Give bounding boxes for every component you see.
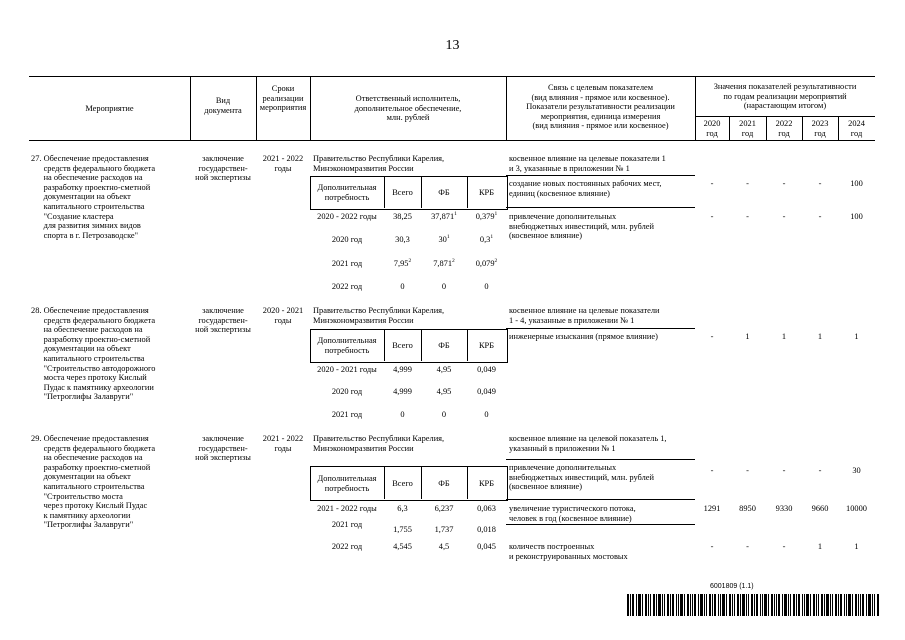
finance-row-total: 6,3 [397, 504, 408, 513]
indicator-text: увеличение туристического потока, человек в год (косвенное влияние) [509, 504, 636, 523]
finance-row-fb [421, 259, 467, 269]
finance-row-fb: 6,237 [434, 504, 454, 513]
page-number: 13 [445, 38, 460, 53]
finance-row-rule [310, 500, 506, 501]
footnote-mark: 1 [490, 234, 494, 241]
barcode [627, 594, 879, 616]
measure-29: 29. Обеспечение предоставления средств федерального бюджета на обеспечение расходов на разработку проектно-сметной документации на объект капитального строительства "Строительство моста через протоку Кислый Пудас к памятнику археологии "Петроглифы Залавруги" [31, 434, 156, 530]
indicator-value: 1 [745, 332, 750, 341]
indicator-value: 9660 [811, 504, 829, 513]
finance-row-krb [467, 212, 506, 222]
header-year: 2020 год [703, 119, 721, 138]
finance-head-need: Дополнительная потребность [317, 336, 377, 355]
finance-row-krb: 0 [484, 410, 489, 419]
header-bottom-rule [29, 140, 875, 141]
indicator-value: 100 [850, 212, 863, 221]
indicator-value: - [746, 212, 749, 221]
footnote-mark: 1 [494, 211, 498, 218]
finance-head-krb: КРБ [478, 188, 495, 197]
link-rule [506, 524, 695, 525]
measure-28: 28. Обеспечение предоставления средств федерального бюджета на обеспечение расходов на разработку проектно-сметной документации на объект капитального строительства "Строительство автодорожного моста через протоку Кислый Пудас к памятнику археологии "Петроглифы Залавруги" [31, 306, 156, 402]
finance-row-total: 30,3 [395, 235, 410, 244]
link-rule [506, 175, 695, 176]
header-measure: Мероприятие [85, 104, 134, 113]
executor-29: Правительство Республики Карелия, Минэкономразвития России [313, 434, 445, 453]
finance-row-label: 2020 год [331, 387, 363, 396]
barcode-label: 6001809 (1.1) [710, 583, 754, 590]
finance-row-rule [310, 362, 506, 363]
finance-row-fb: 0 [441, 410, 447, 419]
indicator-value: 30 [852, 466, 861, 475]
indicator-value: 9330 [775, 504, 793, 513]
finance-row-fb: 4,95 [436, 387, 452, 396]
finance-row-fb: 1,737 [434, 525, 454, 534]
finance-fb-value: 7,871 [433, 259, 453, 268]
link-intro-27: косвенное влияние на целевые показатели 1 и 3, указанные в приложении № 1 [509, 154, 666, 173]
indicator-value: - [710, 542, 714, 551]
indicator-value: - [818, 179, 822, 188]
finance-row-label: 2020 год [331, 235, 363, 244]
finance-row-total [384, 259, 421, 269]
indicator-value: 1 [781, 332, 787, 341]
indicator-value: - [782, 542, 786, 551]
indicator-text: инженерные изыскания (прямое влияние) [509, 332, 658, 341]
finance-head-total: Всего [392, 188, 413, 197]
header-terms: Сроки реализации мероприятия [259, 84, 307, 113]
indicator-value: - [710, 466, 714, 475]
finance-row-total: 0 [400, 282, 405, 291]
finance-row-total: 4,999 [393, 365, 412, 374]
indicator-value: 1 [817, 332, 823, 341]
finance-row-label: 2020 - 2021 годы [317, 365, 377, 374]
footnote-mark: 2 [408, 258, 412, 265]
finance-row-label: 2021 - 2022 годы [317, 504, 377, 513]
indicator-text: привлечение дополнительных внебюджетных инвестиций, млн. рублей (косвенное влияние) [509, 212, 654, 241]
finance-row-krb: 0,049 [477, 387, 496, 396]
executor-28: Правительство Республики Карелия, Минэкономразвития России [313, 306, 445, 325]
indicator-text: привлечение дополнительных внебюджетных инвестиций, млн. рублей (косвенное влияние) [509, 463, 654, 492]
footnote-mark: 2 [452, 258, 455, 265]
finance-head-krb: КРБ [478, 341, 495, 350]
finance-row-total: 1,755 [393, 525, 412, 534]
finance-row-krb: 0 [484, 282, 489, 291]
indicator-value: - [782, 179, 786, 188]
indicator-value: 1 [817, 542, 823, 551]
link-rule [506, 499, 695, 500]
indicator-value: - [710, 212, 714, 221]
indicator-value: - [746, 542, 749, 551]
finance-row-label: 2022 год [331, 542, 363, 551]
finance-head-total: Всего [392, 341, 413, 350]
finance-row-krb: 0,049 [477, 365, 496, 374]
header-top-rule [29, 76, 875, 77]
finance-head-krb: КРБ [478, 479, 495, 488]
indicator-value: 10000 [846, 504, 867, 513]
indicator-value: 100 [850, 179, 863, 188]
finance-row-total: 4,999 [393, 387, 412, 396]
finance-row-total: 0 [400, 410, 405, 419]
indicator-value: - [782, 212, 786, 221]
header-doc-type: Вид документа [204, 96, 242, 115]
indicator-value: - [746, 179, 749, 188]
finance-row-label: 2020 - 2022 годы [317, 212, 377, 221]
terms-27: 2021 - 2022 годы [262, 154, 304, 173]
footnote-mark: 1 [454, 211, 457, 218]
finance-row-krb [467, 259, 506, 269]
link-intro-29: косвенное влияние на целевой показатель 1, указанный в приложении № 1 [509, 434, 667, 453]
finance-row-fb: 0 [441, 282, 447, 291]
finance-krb-value: 0,379 [475, 212, 495, 221]
finance-krb-value: 0,3 [479, 235, 491, 244]
finance-row-label: 2021 год [331, 520, 363, 529]
indicator-value: 1 [854, 332, 859, 341]
link-rule [506, 207, 695, 208]
link-rule [506, 328, 695, 329]
header-values: Значения показателей результативности по годам реализации мероприятий (нарастающим итогом) [713, 82, 857, 111]
finance-head-need: Дополнительная потребность [317, 183, 377, 202]
finance-row-fb [421, 235, 467, 245]
finance-row-krb [467, 235, 506, 245]
indicator-value: - [818, 466, 822, 475]
link-rule [506, 459, 695, 460]
finance-row-fb: 4,95 [436, 365, 452, 374]
doc-type-28: заключение государствен- ной экспертизы [195, 306, 251, 335]
header-year: 2024 год [848, 119, 865, 138]
header-year: 2023 год [811, 119, 829, 138]
finance-row-total: 38,25 [393, 212, 412, 221]
finance-fb-value: 30 [438, 235, 447, 244]
finance-head-need: Дополнительная потребность [317, 474, 377, 493]
footnote-mark: 1 [446, 234, 450, 241]
footnote-mark: 2 [494, 258, 498, 265]
indicator-value: - [710, 332, 714, 341]
finance-row-label: 2021 год [331, 410, 363, 419]
finance-row-krb: 0,063 [477, 504, 496, 513]
indicator-value: - [818, 212, 822, 221]
finance-row-fb: 4,5 [438, 542, 450, 551]
finance-head-fb: ФБ [438, 479, 450, 488]
terms-28: 2020 - 2021 годы [262, 306, 304, 325]
finance-row-krb: 0,045 [477, 542, 496, 551]
finance-row-label: 2022 год [331, 282, 363, 291]
doc-type-29: заключение государствен- ной экспертизы [195, 434, 251, 463]
indicator-value: - [782, 466, 786, 475]
indicator-value: - [710, 179, 714, 188]
measure-27: 27. Обеспечение предоставления средств федерального бюджета на обеспечение расходов на разработку проектно-сметной документации на объект капитального строительства "Создание кластера для развития зимних видов спорта в г. Петрозаводске" [31, 154, 156, 240]
finance-head-total: Всего [392, 479, 413, 488]
finance-row-label: 2021 год [331, 259, 363, 268]
indicator-value: 1291 [703, 504, 721, 513]
finance-row-krb: 0,018 [477, 525, 496, 534]
header-executor: Ответственный исполнитель, дополнительное обеспечение, млн. рублей [354, 94, 462, 123]
indicator-value: - [746, 466, 749, 475]
indicator-text: создание новых постоянных рабочих мест, единиц (косвенное влияние) [509, 179, 662, 198]
indicator-value: 1 [854, 542, 859, 551]
executor-27: Правительство Республики Карелия, Минэкономразвития России [313, 154, 445, 173]
finance-fb-value: 37,871 [431, 212, 455, 221]
years-subheader-rule [695, 116, 875, 117]
link-intro-28: косвенное влияние на целевые показатели 1 - 4, указанные в приложении № 1 [509, 306, 660, 325]
doc-type-27: заключение государствен- ной экспертизы [195, 154, 251, 183]
finance-krb-value: 0,079 [475, 259, 495, 268]
finance-total-value: 7,95 [393, 259, 409, 268]
finance-row-fb [421, 212, 467, 222]
finance-row-rule [310, 209, 506, 210]
header-year: 2022 год [775, 119, 793, 138]
finance-row-total: 4,545 [393, 542, 412, 551]
terms-29: 2021 - 2022 годы [262, 434, 304, 453]
indicator-value: 8950 [739, 504, 756, 513]
finance-head-fb: ФБ [438, 188, 450, 197]
finance-head-fb: ФБ [438, 341, 450, 350]
indicator-text: количеств построенных и реконструированных мостовых [509, 542, 628, 561]
header-year: 2021 год [739, 119, 756, 138]
header-link: Связь с целевым показателем (вид влияния - прямое или косвенное). Показатели результативности реализации мероприятия, единица измерения (вид влияния - прямое или косвенное) [526, 83, 675, 131]
